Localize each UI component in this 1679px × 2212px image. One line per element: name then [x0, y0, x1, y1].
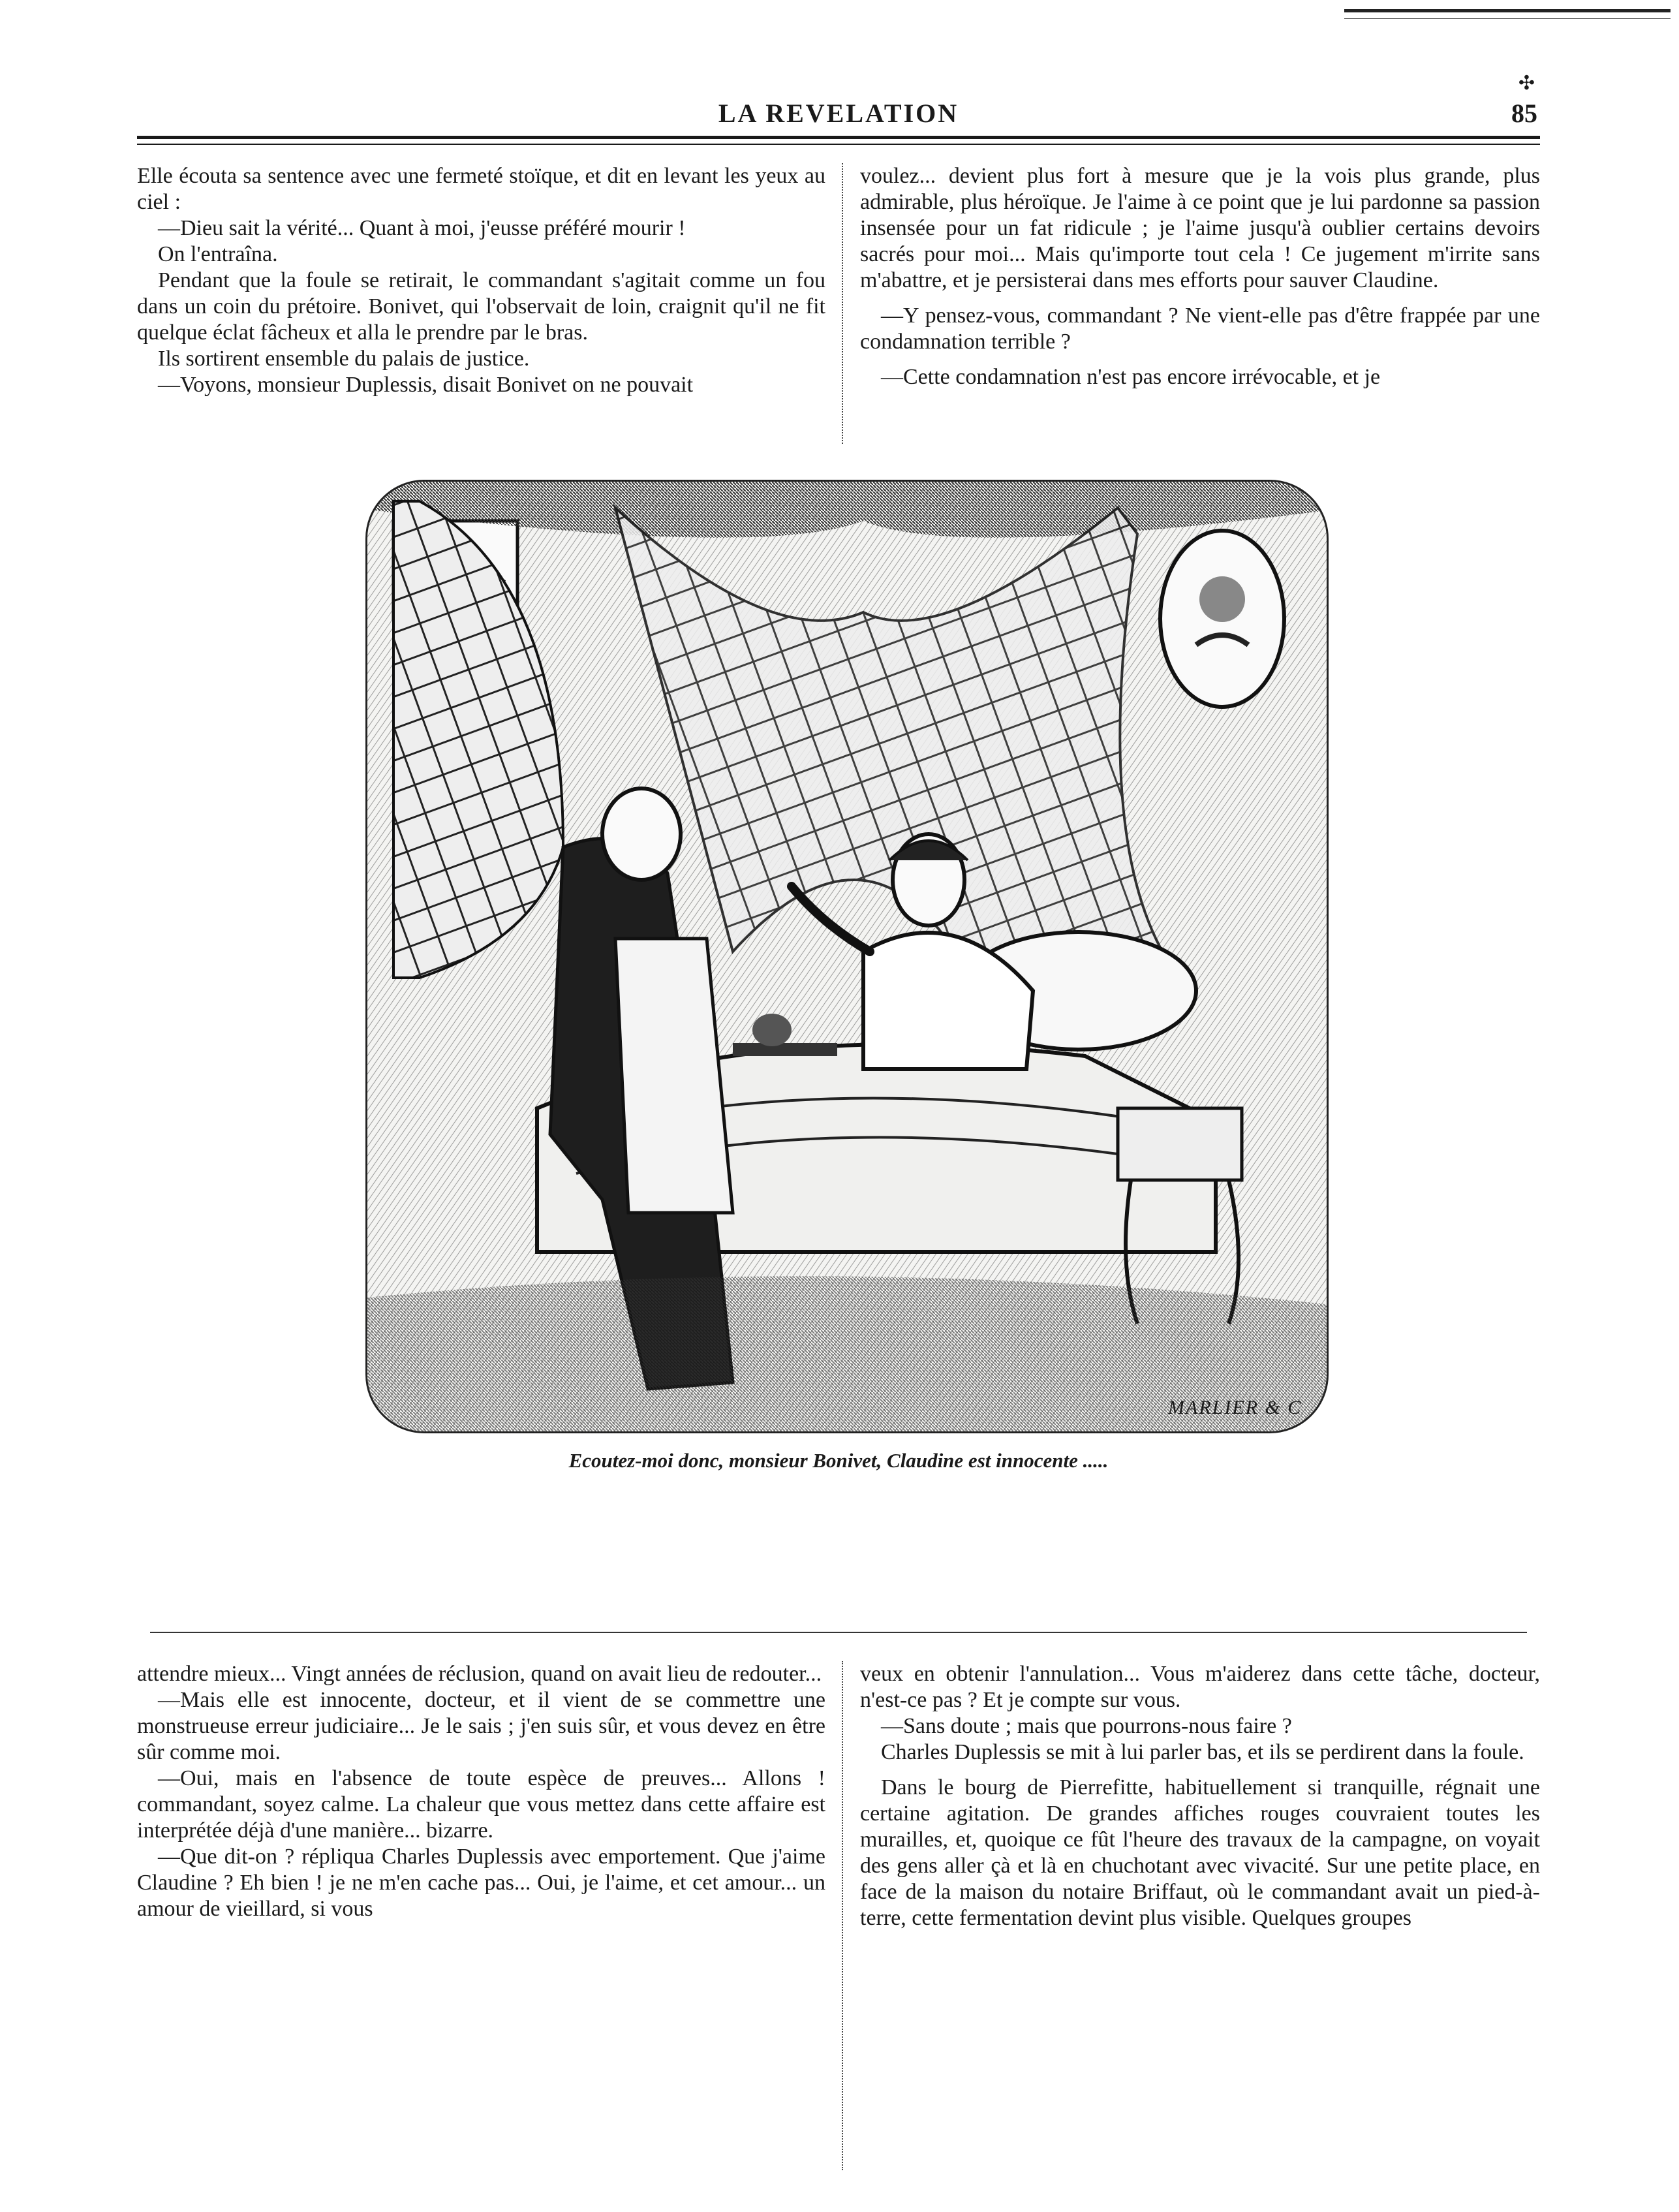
paragraph: —Oui, mais en l'absence de toute espèce de preuves... Allons ! commandant, soyez calme. La chaleur que vous mettez dans cette affaire est interprétée déjà d'une manière... bizarre.: [137, 1766, 825, 1843]
paragraph-spacer: [860, 294, 1540, 303]
paragraph: —Que dit-on ? répliqua Charles Duplessis avec emportement. Que j'aime Claudine ? Eh bien ! je ne m'en cache pas... Oui, je l'aime, et cet amour... un amour de vieillard, si vous: [137, 1845, 825, 1921]
paragraph: —Dieu sait la vérité... Quant à moi, j'eusse préféré mourir !: [158, 216, 686, 240]
column-divider: [842, 1661, 843, 2170]
paragraph: Charles Duplessis se mit à lui parler bas, et ils se perdirent dans la foule.: [881, 1740, 1524, 1764]
bedroom-scene-drawing: [367, 482, 1327, 1431]
top-right-column: [860, 163, 1540, 444]
ornament-icon: ✣: [1518, 72, 1535, 94]
top-left-column: [137, 163, 825, 444]
paragraph: Dans le bourg de Pierrefitte, habituellement si tranquille, régnait une certaine agitation. De grandes affiches rouges couvraient toutes les murailles, et, quoique ce fût l'heure des travaux de la campagne, on voyait des gens aller çà et là en chuchotant avec vivacité. Sur une petite place, en face de la maison du notaire Briffaut, où le commandant avait un pied-à-terre, cette fermentation devint plus visible. Quelques groupes: [860, 1775, 1540, 1930]
column-divider: [842, 163, 843, 444]
running-title: LA REVELATION: [718, 99, 959, 128]
paragraph: Elle écouta sa sentence avec une fermeté stoïque, et dit en levant les yeux au ciel :: [137, 164, 825, 214]
illustration-caption: Ecoutez-moi donc, monsieur Bonivet, Claudine est innocente .....: [568, 1449, 1109, 1472]
paragraph: —Sans doute ; mais que pourrons-nous faire ?: [881, 1714, 1292, 1738]
bottom-left-column: [137, 1661, 825, 2170]
header-rule-thick: [137, 136, 1540, 139]
bottom-right-column: [860, 1661, 1540, 2170]
paragraph: attendre mieux... Vingt années de réclusion, quand on avait lieu de redouter...: [137, 1662, 822, 1686]
engraving-illustration: [365, 480, 1329, 1433]
caption-rule: [150, 1632, 1527, 1633]
paragraph-spacer: [860, 355, 1540, 364]
nightstand: [1118, 1108, 1242, 1180]
tray: [733, 1043, 837, 1056]
paragraph: veux en obtenir l'annulation... Vous m'aiderez dans cette tâche, docteur, n'est-ce pas ? Et je compte sur vous.: [860, 1662, 1540, 1712]
top-corner-rule-thin: [1344, 18, 1671, 19]
page-header: [137, 72, 1540, 137]
paragraph: Pendant que la foule se retirait, le commandant s'agitait comme un fou dans un coin du prétoire. Bonivet, qui l'observait de loin, craignit qu'il ne fit quelque éclat fâcheux et alla le prendre par le bras.: [137, 268, 825, 345]
paragraph: Ils sortirent ensemble du palais de justice.: [158, 347, 530, 371]
page-number: 85: [1511, 99, 1537, 128]
paragraph: —Cette condamnation n'est pas encore irrévocable, et je: [881, 365, 1381, 389]
paragraph: —Mais elle est innocente, docteur, et il vient de se commettre une monstrueuse erreur judiciaire... Je le sais ; j'en suis sûr, et vous devez en être sûr comme moi.: [137, 1688, 825, 1764]
paragraph-spacer: [860, 1766, 1540, 1775]
paragraph: —Voyons, monsieur Duplessis, disait Bonivet on ne pouvait: [158, 373, 694, 397]
header-rule-thin: [137, 144, 1540, 145]
paragraph: voulez... devient plus fort à mesure que je la vois plus grande, plus admirable, plus héroïque. Je l'aime à ce point que je lui pardonne sa passion insensée pour un fat ridicule ; je l'aime jusqu'à oublier certains devoirs sacrés pour moi... Mais qu'importe tout cela ! Ce jugement m'irrite sans m'abattre, et je persisterai dans mes efforts pour sauver Claudine.: [860, 164, 1540, 292]
engraver-signature: MARLIER & C: [1168, 1397, 1302, 1418]
paragraph: —Y pensez-vous, commandant ? Ne vient-elle pas d'être frappée par une condamnation terrible ?: [860, 304, 1540, 354]
top-corner-rule: [1344, 9, 1671, 12]
paragraph: On l'entraîna.: [158, 242, 278, 266]
